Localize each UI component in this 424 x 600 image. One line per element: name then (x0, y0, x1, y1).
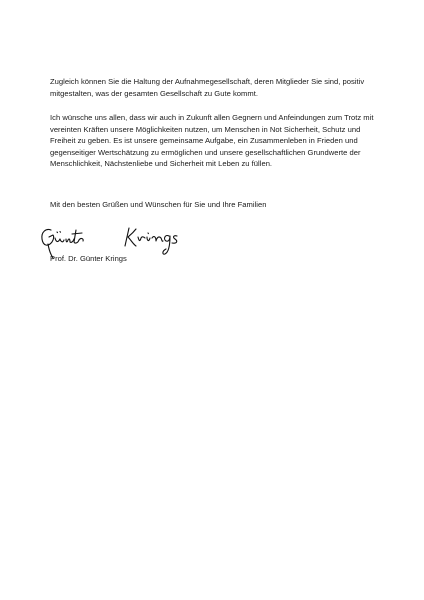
letter-closing (50, 199, 382, 211)
signer-name: Prof. Dr. Günter Krings (50, 254, 127, 263)
closing-text: Mit den besten Grüßen und Wünschen für Sie und Ihre Familien (50, 200, 267, 209)
letter-paragraph-1 (50, 76, 382, 99)
paragraph-text: Zugleich können Sie die Haltung der Aufnahmegesellschaft, deren Mitglieder Sie sind, positiv mitgestalten, was der gesamten Gesellschaft zu Gute kommt. (50, 77, 365, 98)
paragraph-text: Ich wünsche uns allen, dass wir auch in Zukunft allen Gegnern und Anfeindungen zum Trotz mit vereinten Kräften unsere Möglichkeiten nutzen, um Menschen in Not Sicherheit, Schutz und Freiheit zu geben. Es ist unsere gemeinsame Aufgabe, ein Zusammenleben in Frieden und gegenseitiger Wertschätzung zu ermöglichen und unsere gesellschaftlichen Grundwerte der Menschlichkeit, Nächstenliebe und Sicherheit mit Leben zu füllen. (50, 113, 374, 168)
letter-paragraph-2 (50, 112, 382, 170)
